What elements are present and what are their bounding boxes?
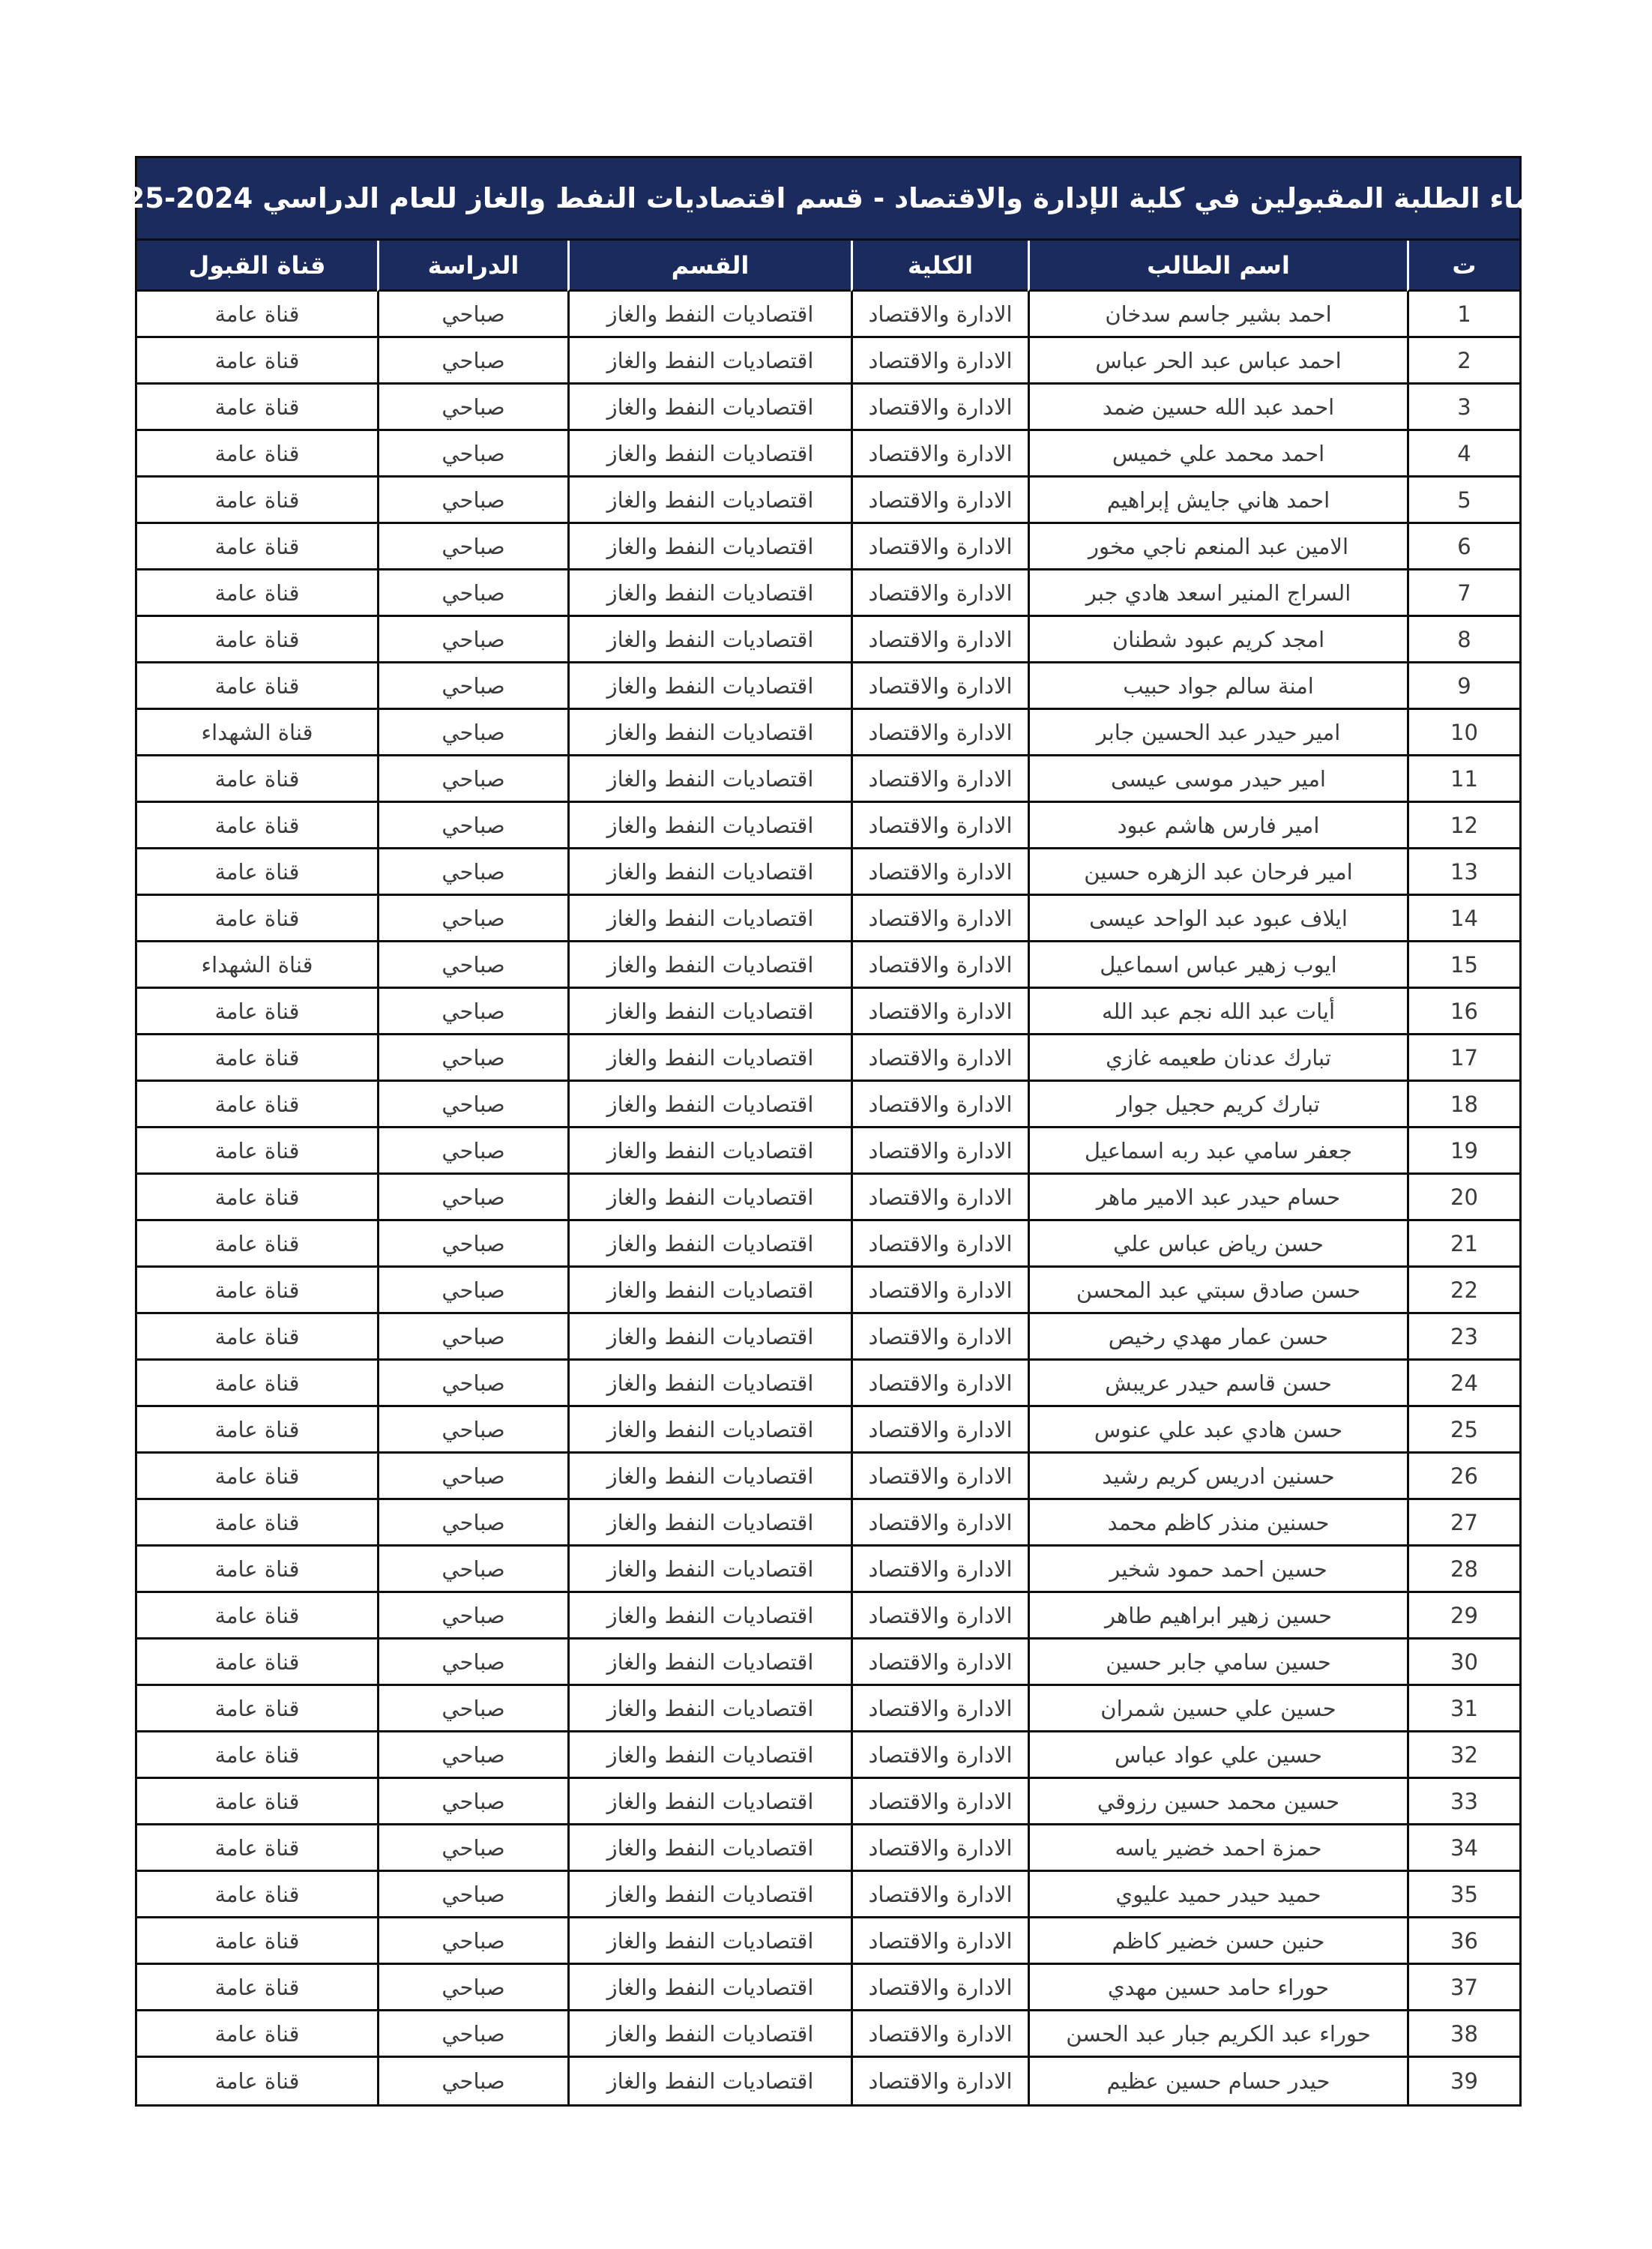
cell-study: صباحي [377, 1640, 567, 1686]
cell-no: 35 [1407, 1872, 1519, 1918]
table-row [137, 1268, 1519, 1314]
table-row [137, 292, 1519, 338]
table-row [137, 617, 1519, 663]
cell-college: الادارة والاقتصاد [851, 570, 1028, 617]
cell-study: صباحي [377, 617, 567, 663]
table-row [137, 524, 1519, 570]
cell-name: حيدر حسام حسين عظيم [1028, 2058, 1407, 2104]
cell-department: اقتصاديات النفط والغاز [567, 942, 851, 989]
cell-department: اقتصاديات النفط والغاز [567, 1268, 851, 1314]
cell-no: 39 [1407, 2058, 1519, 2104]
cell-name: امير حيدر عبد الحسين جابر [1028, 710, 1407, 756]
header-cell-study: الدراسة [377, 241, 567, 292]
header-cell-college: الكلية [851, 241, 1028, 292]
cell-name: حسن رياض عباس علي [1028, 1221, 1407, 1268]
cell-department: اقتصاديات النفط والغاز [567, 431, 851, 478]
table-title: اسماء الطلبة المقبولين في كلية الإدارة والاقتصاد - قسم اقتصاديات النفط والغاز للعام الدراسي 2024-2025 [86, 182, 1570, 214]
cell-study: صباحي [377, 1175, 567, 1221]
cell-study: صباحي [377, 1686, 567, 1732]
table-row [137, 989, 1519, 1035]
cell-name: حسنين ادريس كريم رشيد [1028, 1454, 1407, 1500]
cell-department: اقتصاديات النفط والغاز [567, 1454, 851, 1500]
header-cell-channel: قناة القبول [137, 241, 377, 292]
cell-channel: قناة الشهداء [137, 710, 377, 756]
cell-name: حوراء حامد حسين مهدي [1028, 1965, 1407, 2011]
cell-college: الادارة والاقتصاد [851, 1732, 1028, 1779]
cell-college: الادارة والاقتصاد [851, 1500, 1028, 1547]
cell-channel: قناة عامة [137, 1221, 377, 1268]
cell-study: صباحي [377, 478, 567, 524]
cell-no: 8 [1407, 617, 1519, 663]
cell-channel: قناة عامة [137, 989, 377, 1035]
cell-college: الادارة والاقتصاد [851, 1082, 1028, 1128]
table-row [137, 1918, 1519, 1965]
cell-name: احمد بشير جاسم سدخان [1028, 292, 1407, 338]
cell-study: صباحي [377, 385, 567, 431]
cell-channel: قناة عامة [137, 431, 377, 478]
cell-study: صباحي [377, 1825, 567, 1872]
cell-no: 30 [1407, 1640, 1519, 1686]
cell-department: اقتصاديات النفط والغاز [567, 1314, 851, 1361]
cell-name: حسن صادق سبتي عبد المحسن [1028, 1268, 1407, 1314]
cell-college: الادارة والاقتصاد [851, 663, 1028, 710]
table-row [137, 1779, 1519, 1825]
table-row [137, 1082, 1519, 1128]
table-row [137, 2058, 1519, 2104]
cell-department: اقتصاديات النفط والغاز [567, 896, 851, 942]
cell-college: الادارة والاقتصاد [851, 385, 1028, 431]
cell-college: الادارة والاقتصاد [851, 1825, 1028, 1872]
cell-college: الادارة والاقتصاد [851, 1686, 1028, 1732]
header-cell-name: اسم الطالب [1028, 241, 1407, 292]
cell-study: صباحي [377, 710, 567, 756]
cell-no: 7 [1407, 570, 1519, 617]
cell-no: 2 [1407, 338, 1519, 385]
cell-college: الادارة والاقتصاد [851, 849, 1028, 896]
cell-no: 5 [1407, 478, 1519, 524]
cell-college: الادارة والاقتصاد [851, 989, 1028, 1035]
table-row [137, 1547, 1519, 1593]
cell-study: صباحي [377, 1732, 567, 1779]
cell-study: صباحي [377, 942, 567, 989]
table-row [137, 570, 1519, 617]
cell-name: حسنين منذر كاظم محمد [1028, 1500, 1407, 1547]
cell-department: اقتصاديات النفط والغاز [567, 1779, 851, 1825]
cell-study: صباحي [377, 896, 567, 942]
cell-name: حسين محمد حسين رزوقي [1028, 1779, 1407, 1825]
cell-college: الادارة والاقتصاد [851, 1268, 1028, 1314]
table-row [137, 1407, 1519, 1454]
cell-no: 18 [1407, 1082, 1519, 1128]
table-row [137, 849, 1519, 896]
cell-department: اقتصاديات النفط والغاز [567, 1035, 851, 1082]
cell-no: 6 [1407, 524, 1519, 570]
cell-name: امير فارس هاشم عبود [1028, 803, 1407, 849]
cell-no: 32 [1407, 1732, 1519, 1779]
cell-no: 29 [1407, 1593, 1519, 1640]
cell-college: الادارة والاقتصاد [851, 1128, 1028, 1175]
cell-study: صباحي [377, 338, 567, 385]
cell-college: الادارة والاقتصاد [851, 942, 1028, 989]
cell-name: حسين علي حسين شمران [1028, 1686, 1407, 1732]
cell-college: الادارة والاقتصاد [851, 1175, 1028, 1221]
cell-study: صباحي [377, 524, 567, 570]
cell-name: احمد عبد الله حسين ضمد [1028, 385, 1407, 431]
cell-study: صباحي [377, 2011, 567, 2058]
cell-study: صباحي [377, 1918, 567, 1965]
cell-department: اقتصاديات النفط والغاز [567, 1825, 851, 1872]
cell-department: اقتصاديات النفط والغاز [567, 1640, 851, 1686]
cell-study: صباحي [377, 1035, 567, 1082]
cell-channel: قناة عامة [137, 524, 377, 570]
cell-study: صباحي [377, 292, 567, 338]
cell-no: 10 [1407, 710, 1519, 756]
cell-name: حسام حيدر عبد الامير ماهر [1028, 1175, 1407, 1221]
table-row [137, 431, 1519, 478]
cell-department: اقتصاديات النفط والغاز [567, 478, 851, 524]
table-row [137, 1825, 1519, 1872]
cell-department: اقتصاديات النفط والغاز [567, 989, 851, 1035]
table-row [137, 385, 1519, 431]
cell-channel: قناة عامة [137, 1361, 377, 1407]
cell-department: اقتصاديات النفط والغاز [567, 570, 851, 617]
cell-college: الادارة والاقتصاد [851, 2011, 1028, 2058]
table-row [137, 1640, 1519, 1686]
cell-college: الادارة والاقتصاد [851, 1918, 1028, 1965]
cell-college: الادارة والاقتصاد [851, 2058, 1028, 2104]
cell-channel: قناة عامة [137, 385, 377, 431]
cell-college: الادارة والاقتصاد [851, 710, 1028, 756]
cell-no: 31 [1407, 1686, 1519, 1732]
cell-study: صباحي [377, 989, 567, 1035]
header-row [137, 241, 1519, 292]
cell-no: 26 [1407, 1454, 1519, 1500]
cell-name: جعفر سامي عبد ربه اسماعيل [1028, 1128, 1407, 1175]
cell-college: الادارة والاقتصاد [851, 1407, 1028, 1454]
cell-department: اقتصاديات النفط والغاز [567, 292, 851, 338]
table-row [137, 710, 1519, 756]
cell-study: صباحي [377, 1965, 567, 2011]
cell-no: 25 [1407, 1407, 1519, 1454]
table-row [137, 1128, 1519, 1175]
cell-no: 4 [1407, 431, 1519, 478]
cell-channel: قناة عامة [137, 1407, 377, 1454]
cell-study: صباحي [377, 431, 567, 478]
cell-college: الادارة والاقتصاد [851, 1221, 1028, 1268]
cell-name: السراج المنير اسعد هادي جبر [1028, 570, 1407, 617]
cell-name: حوراء عبد الكريم جبار عبد الحسن [1028, 2011, 1407, 2058]
cell-channel: قناة عامة [137, 1732, 377, 1779]
cell-name: تبارك عدنان طعيمه غازي [1028, 1035, 1407, 1082]
cell-channel: قناة عامة [137, 292, 377, 338]
cell-college: الادارة والاقتصاد [851, 1593, 1028, 1640]
cell-no: 38 [1407, 2011, 1519, 2058]
cell-no: 22 [1407, 1268, 1519, 1314]
cell-channel: قناة عامة [137, 1082, 377, 1128]
table-row [137, 1314, 1519, 1361]
cell-channel: قناة عامة [137, 1268, 377, 1314]
cell-department: اقتصاديات النفط والغاز [567, 1547, 851, 1593]
cell-college: الادارة والاقتصاد [851, 1454, 1028, 1500]
cell-department: اقتصاديات النفط والغاز [567, 1872, 851, 1918]
cell-study: صباحي [377, 1221, 567, 1268]
cell-name: حسن عمار مهدي رخيص [1028, 1314, 1407, 1361]
admissions-table [137, 241, 1519, 2104]
table-row [137, 1732, 1519, 1779]
cell-college: الادارة والاقتصاد [851, 1361, 1028, 1407]
cell-no: 15 [1407, 942, 1519, 989]
cell-channel: قناة عامة [137, 1454, 377, 1500]
cell-channel: قناة عامة [137, 849, 377, 896]
cell-department: اقتصاديات النفط والغاز [567, 617, 851, 663]
admissions-document [86, 156, 1570, 2107]
cell-college: الادارة والاقتصاد [851, 1779, 1028, 1825]
cell-channel: قناة عامة [137, 478, 377, 524]
cell-name: أيات عبد الله نجم عبد الله [1028, 989, 1407, 1035]
cell-department: اقتصاديات النفط والغاز [567, 524, 851, 570]
cell-no: 28 [1407, 1547, 1519, 1593]
cell-name: تبارك كريم حجيل جوار [1028, 1082, 1407, 1128]
cell-no: 11 [1407, 756, 1519, 803]
table-row [137, 942, 1519, 989]
cell-name: احمد عباس عبد الحر عباس [1028, 338, 1407, 385]
cell-study: صباحي [377, 1082, 567, 1128]
cell-channel: قناة عامة [137, 1640, 377, 1686]
cell-department: اقتصاديات النفط والغاز [567, 1593, 851, 1640]
cell-no: 17 [1407, 1035, 1519, 1082]
cell-study: صباحي [377, 849, 567, 896]
cell-department: اقتصاديات النفط والغاز [567, 756, 851, 803]
cell-name: حسين علي عواد عباس [1028, 1732, 1407, 1779]
table-row [137, 1965, 1519, 2011]
table-row [137, 1454, 1519, 1500]
cell-no: 36 [1407, 1918, 1519, 1965]
cell-study: صباحي [377, 1454, 567, 1500]
cell-channel: قناة عامة [137, 338, 377, 385]
cell-department: اقتصاديات النفط والغاز [567, 849, 851, 896]
cell-department: اقتصاديات النفط والغاز [567, 1500, 851, 1547]
cell-channel: قناة عامة [137, 1918, 377, 1965]
cell-study: صباحي [377, 570, 567, 617]
table-row [137, 1035, 1519, 1082]
cell-department: اقتصاديات النفط والغاز [567, 803, 851, 849]
cell-no: 37 [1407, 1965, 1519, 2011]
cell-department: اقتصاديات النفط والغاز [567, 710, 851, 756]
table-row [137, 756, 1519, 803]
cell-name: حسن قاسم حيدر عريبش [1028, 1361, 1407, 1407]
cell-channel: قناة عامة [137, 1547, 377, 1593]
cell-study: صباحي [377, 663, 567, 710]
cell-no: 21 [1407, 1221, 1519, 1268]
cell-channel: قناة عامة [137, 1686, 377, 1732]
cell-name: امير فرحان عبد الزهره حسين [1028, 849, 1407, 896]
cell-name: امجد كريم عبود شطنان [1028, 617, 1407, 663]
cell-no: 14 [1407, 896, 1519, 942]
table-row [137, 478, 1519, 524]
cell-department: اقتصاديات النفط والغاز [567, 385, 851, 431]
cell-department: اقتصاديات النفط والغاز [567, 2011, 851, 2058]
cell-channel: قناة عامة [137, 1965, 377, 2011]
cell-department: اقتصاديات النفط والغاز [567, 1732, 851, 1779]
cell-no: 9 [1407, 663, 1519, 710]
cell-department: اقتصاديات النفط والغاز [567, 1965, 851, 2011]
cell-channel: قناة عامة [137, 756, 377, 803]
cell-college: الادارة والاقتصاد [851, 1965, 1028, 2011]
cell-channel: قناة عامة [137, 1175, 377, 1221]
cell-study: صباحي [377, 1593, 567, 1640]
cell-no: 27 [1407, 1500, 1519, 1547]
cell-study: صباحي [377, 1547, 567, 1593]
cell-name: امنة سالم جواد حبيب [1028, 663, 1407, 710]
cell-no: 12 [1407, 803, 1519, 849]
cell-channel: قناة عامة [137, 1779, 377, 1825]
table-row [137, 2011, 1519, 2058]
cell-no: 13 [1407, 849, 1519, 896]
cell-college: الادارة والاقتصاد [851, 1640, 1028, 1686]
cell-study: صباحي [377, 1779, 567, 1825]
cell-channel: قناة عامة [137, 1035, 377, 1082]
cell-college: الادارة والاقتصاد [851, 756, 1028, 803]
table-row [137, 663, 1519, 710]
cell-channel: قناة عامة [137, 617, 377, 663]
cell-channel: قناة الشهداء [137, 942, 377, 989]
cell-no: 19 [1407, 1128, 1519, 1175]
table-row [137, 338, 1519, 385]
cell-channel: قناة عامة [137, 1825, 377, 1872]
cell-no: 3 [1407, 385, 1519, 431]
table-row [137, 896, 1519, 942]
table-row [137, 1221, 1519, 1268]
cell-college: الادارة والاقتصاد [851, 292, 1028, 338]
cell-department: اقتصاديات النفط والغاز [567, 338, 851, 385]
cell-department: اقتصاديات النفط والغاز [567, 1175, 851, 1221]
cell-study: صباحي [377, 756, 567, 803]
cell-no: 1 [1407, 292, 1519, 338]
cell-channel: قناة عامة [137, 1593, 377, 1640]
cell-college: الادارة والاقتصاد [851, 338, 1028, 385]
cell-channel: قناة عامة [137, 1314, 377, 1361]
cell-channel: قناة عامة [137, 1500, 377, 1547]
table-row [137, 803, 1519, 849]
cell-study: صباحي [377, 1872, 567, 1918]
cell-department: اقتصاديات النفط والغاز [567, 1361, 851, 1407]
cell-study: صباحي [377, 803, 567, 849]
cell-college: الادارة والاقتصاد [851, 1547, 1028, 1593]
cell-college: الادارة والاقتصاد [851, 478, 1028, 524]
cell-study: صباحي [377, 1500, 567, 1547]
cell-study: صباحي [377, 1361, 567, 1407]
cell-name: حنين حسن خضير كاظم [1028, 1918, 1407, 1965]
cell-department: اقتصاديات النفط والغاز [567, 1918, 851, 1965]
cell-channel: قناة عامة [137, 896, 377, 942]
cell-college: الادارة والاقتصاد [851, 803, 1028, 849]
cell-study: صباحي [377, 2058, 567, 2104]
cell-study: صباحي [377, 1407, 567, 1454]
cell-name: حسين زهير ابراهيم طاهر [1028, 1593, 1407, 1640]
cell-department: اقتصاديات النفط والغاز [567, 663, 851, 710]
table-row [137, 1872, 1519, 1918]
cell-college: الادارة والاقتصاد [851, 524, 1028, 570]
cell-no: 23 [1407, 1314, 1519, 1361]
table-row [137, 1361, 1519, 1407]
cell-study: صباحي [377, 1268, 567, 1314]
cell-no: 24 [1407, 1361, 1519, 1407]
table-title-bar [86, 158, 1570, 241]
table-row [137, 1175, 1519, 1221]
cell-channel: قناة عامة [137, 2011, 377, 2058]
table-row [137, 1686, 1519, 1732]
cell-college: الادارة والاقتصاد [851, 1035, 1028, 1082]
cell-name: احمد هاني جايش إبراهيم [1028, 478, 1407, 524]
cell-department: اقتصاديات النفط والغاز [567, 2058, 851, 2104]
cell-department: اقتصاديات النفط والغاز [567, 1221, 851, 1268]
cell-no: 20 [1407, 1175, 1519, 1221]
table-row [137, 1593, 1519, 1640]
cell-name: حسن هادي عبد علي عنوس [1028, 1407, 1407, 1454]
cell-study: صباحي [377, 1314, 567, 1361]
cell-name: حمزة احمد خضير ياسه [1028, 1825, 1407, 1872]
cell-name: الامين عبد المنعم ناجي مخور [1028, 524, 1407, 570]
cell-department: اقتصاديات النفط والغاز [567, 1407, 851, 1454]
cell-name: امير حيدر موسى عيسى [1028, 756, 1407, 803]
cell-name: حسين احمد حمود شخير [1028, 1547, 1407, 1593]
cell-channel: قناة عامة [137, 1872, 377, 1918]
cell-channel: قناة عامة [137, 570, 377, 617]
cell-college: الادارة والاقتصاد [851, 1872, 1028, 1918]
cell-college: الادارة والاقتصاد [851, 617, 1028, 663]
cell-college: الادارة والاقتصاد [851, 431, 1028, 478]
cell-channel: قناة عامة [137, 1128, 377, 1175]
cell-department: اقتصاديات النفط والغاز [567, 1128, 851, 1175]
table-row [137, 1500, 1519, 1547]
cell-channel: قناة عامة [137, 803, 377, 849]
cell-name: احمد محمد علي خميس [1028, 431, 1407, 478]
header-cell-department: القسم [567, 241, 851, 292]
header-cell-no: ت [1407, 241, 1519, 292]
cell-name: ايلاف عبود عبد الواحد عيسى [1028, 896, 1407, 942]
cell-channel: قناة عامة [137, 2058, 377, 2104]
cell-study: صباحي [377, 1128, 567, 1175]
cell-no: 16 [1407, 989, 1519, 1035]
cell-department: اقتصاديات النفط والغاز [567, 1082, 851, 1128]
cell-no: 34 [1407, 1825, 1519, 1872]
cell-department: اقتصاديات النفط والغاز [567, 1686, 851, 1732]
cell-college: الادارة والاقتصاد [851, 1314, 1028, 1361]
cell-name: حسين سامي جابر حسين [1028, 1640, 1407, 1686]
cell-college: الادارة والاقتصاد [851, 896, 1028, 942]
cell-channel: قناة عامة [137, 663, 377, 710]
cell-name: حميد حيدر حميد عليوي [1028, 1872, 1407, 1918]
cell-no: 33 [1407, 1779, 1519, 1825]
cell-name: ايوب زهير عباس اسماعيل [1028, 942, 1407, 989]
